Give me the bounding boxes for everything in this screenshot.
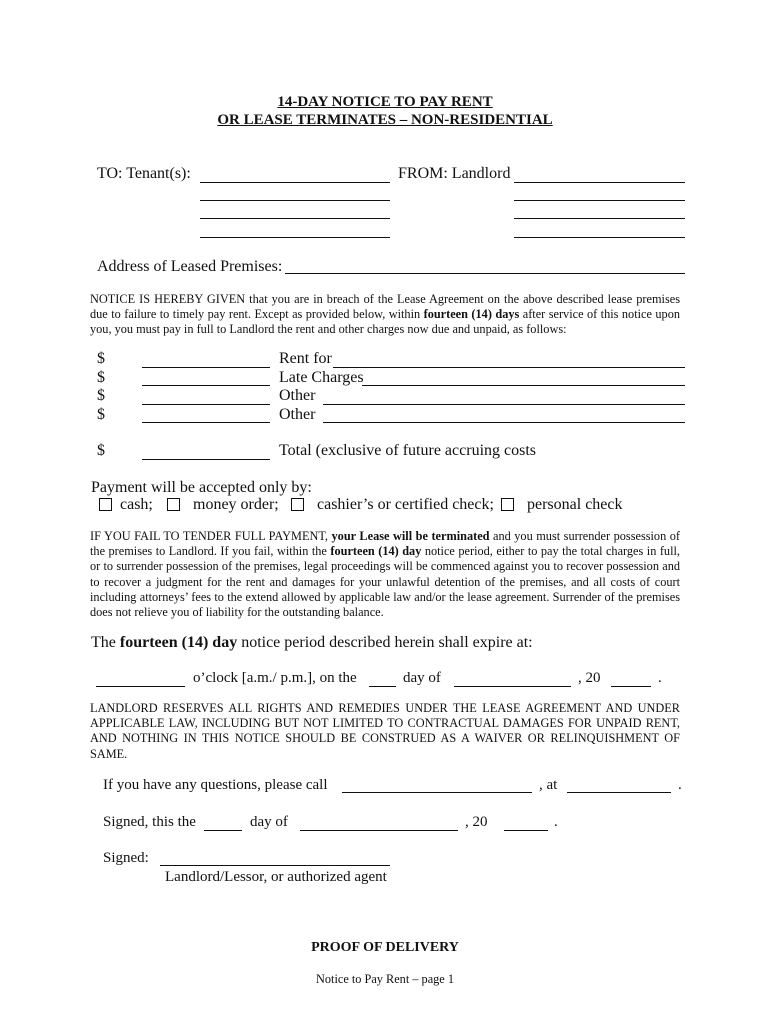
expiry-period: . — [658, 670, 662, 686]
tenant-label: TO: Tenant(s): — [97, 165, 191, 182]
expiry-text-1: The — [91, 634, 120, 651]
signed-period: . — [554, 814, 558, 830]
certified-check-checkbox[interactable] — [291, 498, 304, 511]
landlord-field-1[interactable] — [514, 182, 685, 183]
other2-detail-field[interactable] — [323, 422, 685, 423]
currency-total: $ — [97, 442, 105, 459]
payment-intro: Payment will be accepted only by: — [91, 479, 312, 496]
tenant-field-1[interactable] — [200, 182, 390, 183]
cash-label: cash; — [120, 496, 153, 513]
other1-label: Other — [279, 387, 316, 404]
signature-caption: Landlord/Lessor, or authorized agent — [165, 869, 387, 885]
late-detail-field[interactable] — [362, 385, 685, 386]
signed-year-prefix: , 20 — [465, 814, 488, 830]
address-label: Address of Leased Premises: — [97, 258, 283, 275]
personal-check-checkbox[interactable] — [501, 498, 514, 511]
title-line-1: 14-DAY NOTICE TO PAY RENT — [277, 94, 493, 110]
currency-rent: $ — [97, 350, 105, 367]
cash-checkbox[interactable] — [99, 498, 112, 511]
notice-text-1: NOTICE IS HEREBY GIVEN that you are in breach of the Lease Agreement on the above described lease premises due to failure to timely pay rent. Except as provided below, within — [90, 292, 680, 322]
notice-bold: fourteen (14) days — [423, 307, 520, 322]
total-amount-field[interactable] — [142, 459, 270, 460]
page-footer: Notice to Pay Rent – page 1 — [316, 972, 454, 986]
contact-text: If you have any questions, please call — [103, 777, 328, 793]
notice-text-2: after service of this notice upon you, you must pay in full to Landlord the rent and other charges now due and unpaid, as follows: — [90, 307, 680, 337]
tenant-field-4[interactable] — [200, 237, 390, 238]
expiry-bold: fourteen (14) day — [119, 634, 238, 651]
proof-of-delivery-heading: PROOF OF DELIVERY — [311, 940, 459, 955]
currency-other-1: $ — [97, 387, 105, 404]
signature-field[interactable] — [160, 865, 390, 866]
late-label: Late Charges — [279, 369, 364, 386]
contact-at-label: , at — [539, 777, 558, 793]
failure-bold-1: your Lease will be terminated — [331, 529, 490, 543]
landlord-field-2[interactable] — [514, 200, 685, 201]
signed-year-field[interactable] — [504, 830, 548, 831]
title-line-2: OR LEASE TERMINATES – NON-RESIDENTIAL — [217, 112, 553, 128]
expiry-day-field[interactable] — [369, 686, 396, 687]
certified-check-label: cashier’s or certified check; — [317, 496, 494, 513]
rent-label: Rent for — [279, 350, 332, 367]
currency-late: $ — [97, 369, 105, 386]
landlord-field-4[interactable] — [514, 237, 685, 238]
expiry-text-2: notice period described herein shall expire at: — [237, 634, 533, 651]
expiry-month-field[interactable] — [454, 686, 571, 687]
late-amount-field[interactable] — [142, 385, 270, 386]
rent-period-field[interactable] — [333, 367, 685, 368]
failure-text-1: IF YOU FAIL TO TENDER FULL PAYMENT, — [90, 529, 332, 543]
other1-amount-field[interactable] — [142, 404, 270, 405]
contact-period: . — [678, 777, 682, 793]
personal-check-label: personal check — [527, 496, 623, 513]
signed-date-text: Signed, this the — [103, 814, 196, 830]
landlord-label: FROM: Landlord — [398, 165, 511, 182]
expiry-year-field[interactable] — [611, 686, 651, 687]
total-label: Total (exclusive of future accruing costs — [279, 442, 537, 459]
notice-paragraph — [90, 292, 680, 338]
failure-text-2: and you must surrender possession of the premises to Landlord. If you fail, within the — [90, 529, 680, 559]
landlord-field-3[interactable] — [514, 218, 685, 219]
expiry-year-prefix: , 20 — [578, 670, 601, 686]
failure-bold-2: fourteen (14) day — [330, 544, 422, 559]
failure-text-3: notice period, either to pay the total charges in full, or to surrender possession of the premises, legal proceedings will be commenced against you to recover possession and to recover a judgment for the rent and damages for your unlawful detention of the premises, and all costs of court including attorneys’ fees to the extend allowed by applicable law and/or the lease agreement. Surrender of the premises does not relieve you of liability for the outstanding balance. — [90, 544, 680, 620]
expiry-hour-field[interactable] — [96, 686, 185, 687]
contact-phone-field[interactable] — [567, 792, 671, 793]
money-order-label: money order; — [193, 496, 279, 513]
rent-amount-field[interactable] — [142, 367, 270, 368]
contact-name-field[interactable] — [342, 792, 532, 793]
oclock-label: o’clock [a.m./ p.m.], on the — [193, 670, 357, 686]
expiry-sentence — [91, 634, 533, 652]
signed-month-field[interactable] — [300, 830, 458, 831]
other1-detail-field[interactable] — [323, 404, 685, 405]
address-field[interactable] — [285, 273, 685, 274]
tenant-field-2[interactable] — [200, 200, 390, 201]
signed-day-of-label: day of — [250, 814, 288, 830]
expiry-day-of-label: day of — [403, 670, 441, 686]
other2-label: Other — [279, 406, 316, 423]
failure-paragraph — [90, 529, 680, 620]
signed-day-field[interactable] — [204, 830, 242, 831]
rights-paragraph: LANDLORD RESERVES ALL RIGHTS AND REMEDIES UNDER THE LEASE AGREEMENT AND UNDER APPLICABLE LAW, INCLUDING BUT NOT LIMITED TO CONTRACTUAL DAMAGES FOR UNPAID RENT, AND NOTHING IN THIS NOTICE SHOULD BE CONSTRUED AS A WAIVER OR RELINQUISHMENT OF SAME. — [90, 701, 680, 761]
other2-amount-field[interactable] — [142, 422, 270, 423]
signature-label: Signed: — [103, 850, 149, 866]
money-order-checkbox[interactable] — [167, 498, 180, 511]
currency-other-2: $ — [97, 406, 105, 423]
tenant-field-3[interactable] — [200, 218, 390, 219]
